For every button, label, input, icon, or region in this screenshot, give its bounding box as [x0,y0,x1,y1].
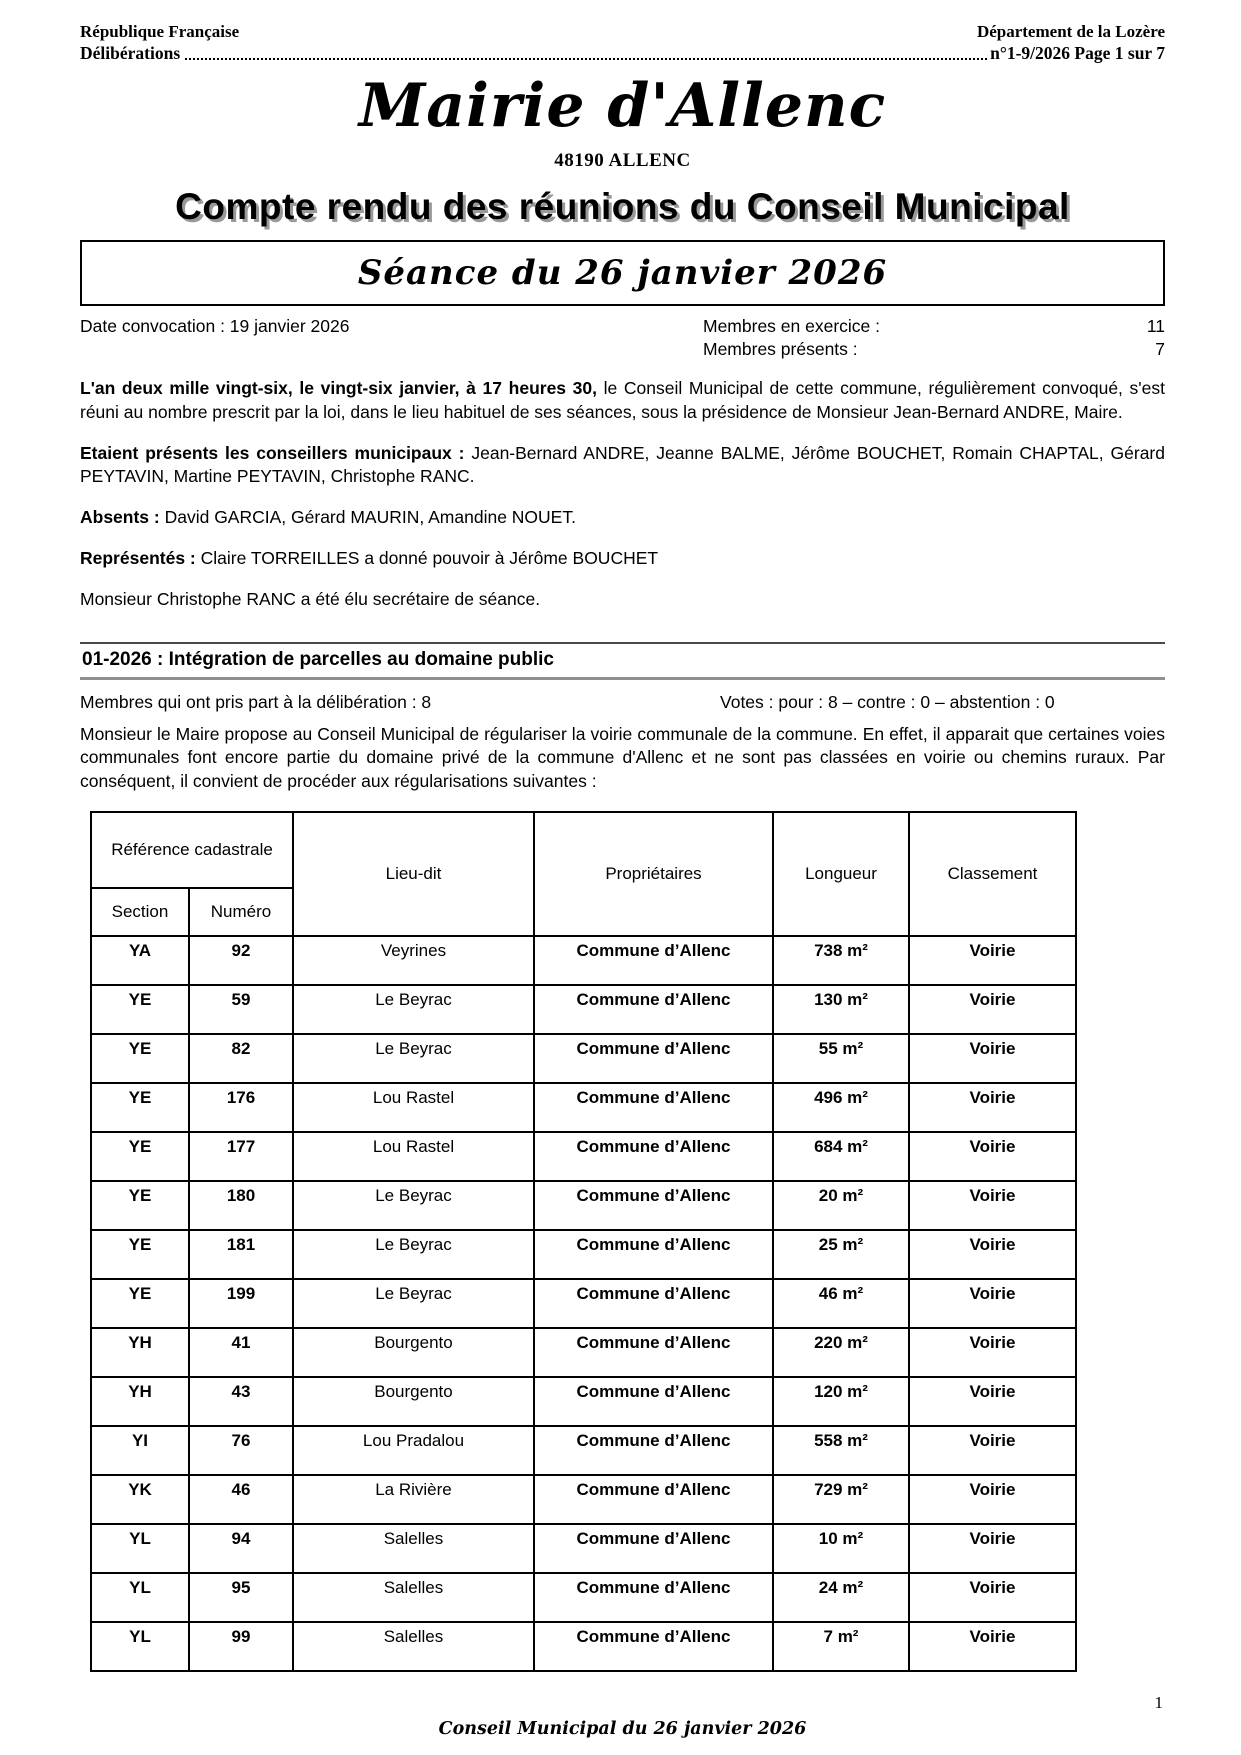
cell-lieu-dit: Le Beyrac [293,1279,534,1328]
cell-section: YH [91,1377,189,1426]
table-row [91,1328,1076,1377]
cell-numero: 92 [189,936,293,985]
members-exercice-value: 11 [1146,316,1165,336]
deliberations-reference-line [80,43,1165,64]
cell-proprietaires: Commune d’Allenc [534,1181,773,1230]
cell-proprietaires: Commune d’Allenc [534,936,773,985]
cell-numero: 199 [189,1279,293,1328]
col-header-proprietaires: Propriétaires [534,812,773,936]
col-header-classement: Classement [909,812,1076,936]
cell-numero: 180 [189,1181,293,1230]
absents-paragraph [80,506,1165,530]
members-exercice-row [703,315,1165,338]
col-header-section: Section [91,888,189,936]
col-header-reference-cadastrale: Référence cadastrale [91,812,293,888]
table-row [91,1230,1076,1279]
participation-count: Membres qui ont pris part à la délibération : 8 [80,691,432,712]
cell-proprietaires: Commune d’Allenc [534,1279,773,1328]
cell-longueur: 684 m² [773,1132,909,1181]
table-row [91,1377,1076,1426]
table-row [91,1034,1076,1083]
secretary-paragraph: Monsieur Christophe RANC a été élu secrétaire de séance. [80,589,541,609]
seance-banner [80,240,1165,306]
cell-lieu-dit: La Rivière [293,1475,534,1524]
cell-proprietaires: Commune d’Allenc [534,1230,773,1279]
dotted-leader [185,58,987,60]
cell-section: YL [91,1573,189,1622]
presents-label: Etaient présents les conseillers municipaux : [80,442,465,463]
table-row [91,1573,1076,1622]
cell-lieu-dit: Le Beyrac [293,985,534,1034]
cell-proprietaires: Commune d’Allenc [534,1426,773,1475]
presents-paragraph [80,442,1165,489]
cell-proprietaires: Commune d’Allenc [534,1083,773,1132]
table-row [91,936,1076,985]
cell-lieu-dit: Le Beyrac [293,1034,534,1083]
cell-lieu-dit: Lou Pradalou [293,1426,534,1475]
cell-lieu-dit: Bourgento [293,1377,534,1426]
cell-section: YL [91,1622,189,1671]
members-presents-row [703,338,1165,361]
cell-longueur: 46 m² [773,1279,909,1328]
col-header-lieu-dit: Lieu-dit [293,812,534,936]
cell-proprietaires: Commune d’Allenc [534,1377,773,1426]
cell-classement: Voirie [909,1132,1076,1181]
parcels-table-header [91,812,1076,936]
cell-classement: Voirie [909,1181,1076,1230]
cell-numero: 181 [189,1230,293,1279]
deliberation-heading: 01-2026 : Intégration de parcelles au domaine public [80,642,1165,680]
cell-lieu-dit: Lou Rastel [293,1083,534,1132]
cell-longueur: 25 m² [773,1230,909,1279]
cell-section: YA [91,936,189,985]
table-row [91,1475,1076,1524]
cell-lieu-dit: Salelles [293,1622,534,1671]
cell-lieu-dit: Salelles [293,1524,534,1573]
cell-classement: Voirie [909,1622,1076,1671]
cell-longueur: 729 m² [773,1475,909,1524]
representes-names: Claire TORREILLES a donné pouvoir à Jérôme BOUCHET [195,548,659,568]
cell-numero: 59 [189,985,293,1034]
cell-classement: Voirie [909,1230,1076,1279]
cell-lieu-dit: Salelles [293,1573,534,1622]
members-counts [703,315,1165,361]
cell-classement: Voirie [909,1083,1076,1132]
presents-names: Jean-Bernard ANDRE, Jeanne BALME, Jérôme BOUCHET, Romain CHAPTAL, Gérard PEYTAVIN, Martine PEYTAVIN, Christophe RANC. [80,442,1165,486]
cell-section: YH [91,1328,189,1377]
cell-longueur: 10 m² [773,1524,909,1573]
cell-classement: Voirie [909,1377,1076,1426]
cell-longueur: 558 m² [773,1426,909,1475]
absents-names: David GARCIA, Gérard MAURIN, Amandine NOUET. [159,507,576,527]
members-presents-label: Membres présents : [703,339,858,359]
representes-paragraph [80,547,1165,571]
seance-title: Séance du 26 janvier 2026 [357,253,888,293]
representes-label: Représentés : [80,548,196,568]
cell-section: YE [91,1181,189,1230]
cell-numero: 43 [189,1377,293,1426]
cell-longueur: 55 m² [773,1034,909,1083]
cell-longueur: 738 m² [773,936,909,985]
cell-classement: Voirie [909,1328,1076,1377]
cell-proprietaires: Commune d’Allenc [534,1328,773,1377]
cell-longueur: 220 m² [773,1328,909,1377]
cell-lieu-dit: Veyrines [293,936,534,985]
deliberations-label: Délibérations [80,43,181,63]
opening-paragraph-lead: L'an deux mille vingt-six, le vingt-six janvier, à 17 heures 30, [80,378,598,398]
absents-label: Absents : [80,507,160,527]
cell-numero: 94 [189,1524,293,1573]
parcels-table [90,811,1077,1672]
cell-numero: 41 [189,1328,293,1377]
table-row [91,1132,1076,1181]
meta-row [80,315,1165,361]
convocation-date: Date convocation : 19 janvier 2026 [80,316,350,336]
cell-longueur: 130 m² [773,985,909,1034]
departement-label: Département de la Lozère [976,22,1165,41]
cell-section: YI [91,1426,189,1475]
cell-classement: Voirie [909,985,1076,1034]
cell-lieu-dit: Le Beyrac [293,1230,534,1279]
table-row [91,1083,1076,1132]
cell-classement: Voirie [909,1426,1076,1475]
table-row [91,1426,1076,1475]
cell-section: YE [91,1132,189,1181]
document-reference: n°1-9/2026 Page 1 sur 7 [990,43,1165,63]
deliberation-body: Monsieur le Maire propose au Conseil Municipal de régulariser la voirie communale de la commune. En effet, il apparait que certaines voies communales font encore partie du domaine privé de la commune d'Allenc et ne sont pas classées en voirie ou chemins ruraux. Par conséquent, il convient de procéder aux régularisations suivantes : [80,723,1165,791]
administrative-header [80,22,1165,42]
table-row [91,1622,1076,1671]
table-row [91,985,1076,1034]
cell-proprietaires: Commune d’Allenc [534,1034,773,1083]
table-row [91,1524,1076,1573]
cell-proprietaires: Commune d’Allenc [534,1622,773,1671]
cell-section: YK [91,1475,189,1524]
cell-classement: Voirie [909,1524,1076,1573]
postal-city: 48190 ALLENC [554,150,691,171]
opening-paragraph [80,377,1165,424]
votes-summary: Votes : pour : 8 – contre : 0 – abstention : 0 [720,691,1055,712]
parcels-table-body [91,936,1076,1671]
cell-section: YE [91,1083,189,1132]
cell-classement: Voirie [909,1573,1076,1622]
cell-proprietaires: Commune d’Allenc [534,1475,773,1524]
document-title: Compte rendu des réunions du Conseil Municipal [175,186,1070,227]
cell-section: YE [91,1034,189,1083]
mairie-script-title: Mairie d'Allenc [358,71,887,141]
cell-numero: 46 [189,1475,293,1524]
cell-proprietaires: Commune d’Allenc [534,1132,773,1181]
cell-longueur: 20 m² [773,1181,909,1230]
col-header-numero: Numéro [189,888,293,936]
cell-numero: 176 [189,1083,293,1132]
cell-section: YE [91,1279,189,1328]
table-row [91,1181,1076,1230]
cell-classement: Voirie [909,1034,1076,1083]
cell-numero: 95 [189,1573,293,1622]
cell-section: YL [91,1524,189,1573]
cell-lieu-dit: Le Beyrac [293,1181,534,1230]
participation-votes-row [80,691,1165,714]
cell-classement: Voirie [909,936,1076,985]
cell-numero: 76 [189,1426,293,1475]
republique-label: République Française [80,22,240,41]
cell-classement: Voirie [909,1279,1076,1328]
col-header-longueur: Longueur [773,812,909,936]
cell-lieu-dit: Bourgento [293,1328,534,1377]
cell-longueur: 7 m² [773,1622,909,1671]
cell-lieu-dit: Lou Rastel [293,1132,534,1181]
members-presents-value: 7 [1155,339,1165,359]
cell-numero: 82 [189,1034,293,1083]
cell-proprietaires: Commune d’Allenc [534,985,773,1034]
cell-proprietaires: Commune d’Allenc [534,1524,773,1573]
cell-longueur: 496 m² [773,1083,909,1132]
cell-section: YE [91,1230,189,1279]
cell-proprietaires: Commune d’Allenc [534,1573,773,1622]
members-exercice-label: Membres en exercice : [703,316,881,336]
cell-section: YE [91,985,189,1034]
cell-numero: 177 [189,1132,293,1181]
footer-session-caption: Conseil Municipal du 26 janvier 2026 [438,1719,807,1739]
page-number: 1 [1154,1693,1163,1712]
table-row [91,1279,1076,1328]
cell-longueur: 120 m² [773,1377,909,1426]
opening-paragraph-rest: le Conseil Municipal de cette commune, régulièrement convoqué, s'est réuni au nombre prescrit par la loi, dans le lieu habituel de ses séances, sous la présidence de Monsieur Jean-Bernard ANDRE, Maire. [80,378,1165,422]
cell-numero: 99 [189,1622,293,1671]
cell-longueur: 24 m² [773,1573,909,1622]
cell-classement: Voirie [909,1475,1076,1524]
